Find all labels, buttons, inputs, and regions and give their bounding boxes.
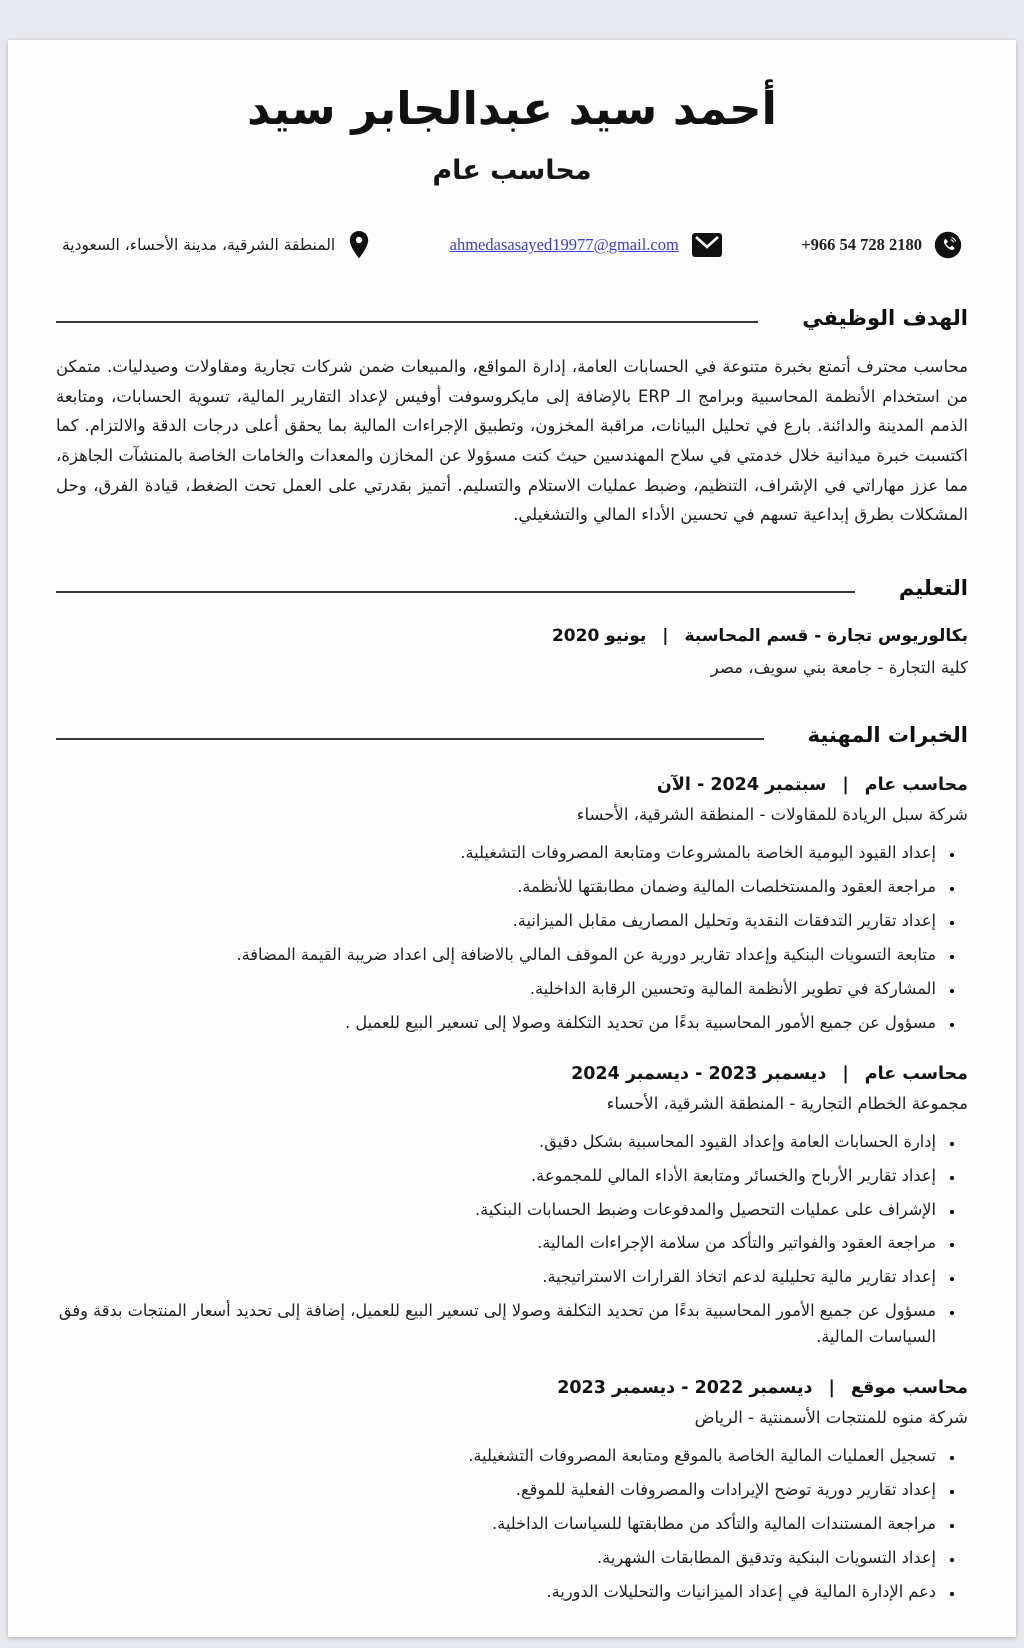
education-degree: بكالوريوس تجارة - قسم المحاسبة xyxy=(684,626,968,647)
job-dates: ديسمبر 2023 - ديسمبر 2024 xyxy=(571,1063,827,1084)
job-bullet: • مراجعة المستندات المالية والتأكد من مطابقتها للسياسات الداخلية. xyxy=(56,1511,940,1537)
phone-number: +966 54 728 2180 xyxy=(801,235,922,254)
phone-call-icon xyxy=(934,231,962,259)
resume-page xyxy=(8,40,1016,1637)
job-bullet: • دعم الإدارة المالية في إعداد الميزانيات والتحليلات الدورية. xyxy=(56,1579,940,1605)
section-experience-header xyxy=(56,723,968,747)
education-school: كلية التجارة - جامعة بني سويف، مصر xyxy=(710,658,968,678)
job-bullet: • متابعة التسويات البنكية وإعداد تقارير دورية عن الموقف المالي بالاضافة إلى اعداد ضريبة القيمة المضافة. xyxy=(56,942,940,968)
job-title-line xyxy=(56,1378,968,1398)
education-date: يونيو 2020 xyxy=(551,626,647,647)
job-bullet: • مسؤول عن جميع الأمور المحاسبية بدءًا من تحديد التكلفة وصولا إلى تسعير البيع للعميل . xyxy=(56,1010,940,1036)
map-pin-icon xyxy=(347,230,371,260)
job-company: شركة سبل الريادة للمقاولات - المنطقة الشرقية، الأحساء xyxy=(576,805,968,825)
email-link[interactable]: ahmedasasayed19977@gmail.com xyxy=(449,235,679,254)
job-bullet: • الإشراف على عمليات التحصيل والمدفوعات وضبط الحسابات البنكية. xyxy=(56,1197,940,1223)
separator: | xyxy=(842,775,849,796)
job-bullet: • المشاركة في تطوير الأنظمة المالية وتحسين الرقابة الداخلية. xyxy=(56,976,940,1002)
job-bullet-list xyxy=(56,840,968,1036)
job-bullet: • إعداد تقارير مالية تحليلية لدعم اتخاذ القرارات الاستراتيجية. xyxy=(56,1264,940,1290)
job-role: محاسب عام xyxy=(864,1063,968,1084)
job-bullet: • تسجيل العمليات المالية الخاصة بالموقع ومتابعة المصروفات التشغيلية. xyxy=(56,1443,940,1469)
section-education-header xyxy=(56,576,968,600)
job-bullet: • إعداد تقارير دورية توضح الإيرادات والمصروفات الفعلية للموقع. xyxy=(56,1477,940,1503)
contact-email xyxy=(450,232,723,258)
job-company: شركة منوه للمنتجات الأسمنتية - الرياض xyxy=(694,1408,968,1428)
job-bullet: • إعداد تقارير الأرباح والخسائر ومتابعة الأداء المالي للمجموعة. xyxy=(56,1163,940,1189)
job-role: محاسب موقع xyxy=(850,1378,968,1399)
section-objective-title: الهدف الوظيفي xyxy=(802,306,968,330)
job-entry xyxy=(56,1378,968,1605)
location-text: المنطقة الشرقية، مدينة الأحساء، السعودية xyxy=(62,236,336,254)
resume-header xyxy=(56,82,968,186)
contact-location xyxy=(62,230,371,260)
section-objective-header xyxy=(56,306,968,330)
section-rule xyxy=(56,321,758,323)
separator: | xyxy=(842,1063,849,1084)
job-dates: ديسمبر 2022 - ديسمبر 2023 xyxy=(557,1378,813,1399)
job-bullet-list xyxy=(56,1443,968,1605)
contact-phone xyxy=(801,231,962,259)
job-title-line xyxy=(56,775,968,795)
envelope-icon xyxy=(691,232,723,258)
person-name: أحمد سيد عبدالجابر سيد xyxy=(247,82,777,135)
education-degree-line xyxy=(56,626,968,646)
job-company: مجموعة الخطام التجارية - المنطقة الشرقية، الأحساء xyxy=(606,1093,968,1113)
section-education xyxy=(56,576,968,677)
job-bullet-list xyxy=(56,1129,968,1350)
section-rule xyxy=(56,591,855,593)
job-bullet: • إعداد التسويات البنكية وتدقيق المطابقات الشهرية. xyxy=(56,1545,940,1571)
section-education-title: التعليم xyxy=(898,576,968,601)
section-experience-title: الخبرات المهنية xyxy=(807,723,968,748)
contact-row xyxy=(56,230,968,260)
job-role: محاسب عام xyxy=(864,775,968,796)
section-rule xyxy=(56,738,764,740)
separator: | xyxy=(662,626,669,647)
objective-paragraph: محاسب محترف أتمتع بخبرة متنوعة في الحسابات العامة، إدارة المواقع، والمبيعات ضمن شركات تجارية ومقاولات وصيدليات. متمكن من استخدام الأنظمة المحاسبية وبرامج الـ ERP بالإضافة إلى مايكروسوفت أوفيس لإعداد التقارير المالية، تسوية الحسابات، ومتابعة الذمم المدينة والدائنة. بارع في تحليل البيانات، مراقبة المخزون، وتطبيق الإجراءات المالية بما يحقق أعلى درجات الدقة والالتزام. كما اكتسبت خبرة ميدانية خلال خدمتي في سلاح المهندسين حيث كنت مسؤولا عن المخازن والمعدات والخامات الخاصة بالمنشآت الجاهزة، مما عزز مهاراتي في الإشراف، التنظيم، وضبط عمليات الاستلام والتسليم. أتميز بقدرتي على العمل تحت الضغط، قيادة الفرق، وحل المشكلات بطرق إبداعية تسهم في تحسين الأداء المالي والتشغيلي. xyxy=(56,357,968,525)
separator: | xyxy=(828,1378,835,1399)
job-bullet: • إدارة الحسابات العامة وإعداد القيود المحاسبية بشكل دقيق. xyxy=(56,1129,940,1155)
job-bullet: • مسؤول عن جميع الأمور المحاسبية بدءًا من تحديد التكلفة وصولا إلى تسعير البيع للعميل، إضافة إلى تحديد أسعار المنتجات بدقة وفق السياسات المالية. xyxy=(56,1298,940,1350)
section-experience xyxy=(56,723,968,1605)
job-dates: سبتمبر 2024 - الآن xyxy=(656,775,827,796)
job-entry xyxy=(56,1064,968,1350)
person-job-title: محاسب عام xyxy=(432,155,592,186)
section-objective xyxy=(56,306,968,530)
job-entry xyxy=(56,775,968,1036)
job-bullet: • إعداد تقارير التدفقات النقدية وتحليل المصاريف مقابل الميزانية. xyxy=(56,908,940,934)
job-bullet: • مراجعة العقود والفواتير والتأكد من سلامة الإجراءات المالية. xyxy=(56,1230,940,1256)
job-title-line xyxy=(56,1064,968,1084)
job-bullet: • إعداد القيود اليومية الخاصة بالمشروعات ومتابعة المصروفات التشغيلية. xyxy=(56,840,940,866)
job-bullet: • مراجعة العقود والمستخلصات المالية وضمان مطابقتها للأنظمة. xyxy=(56,874,940,900)
